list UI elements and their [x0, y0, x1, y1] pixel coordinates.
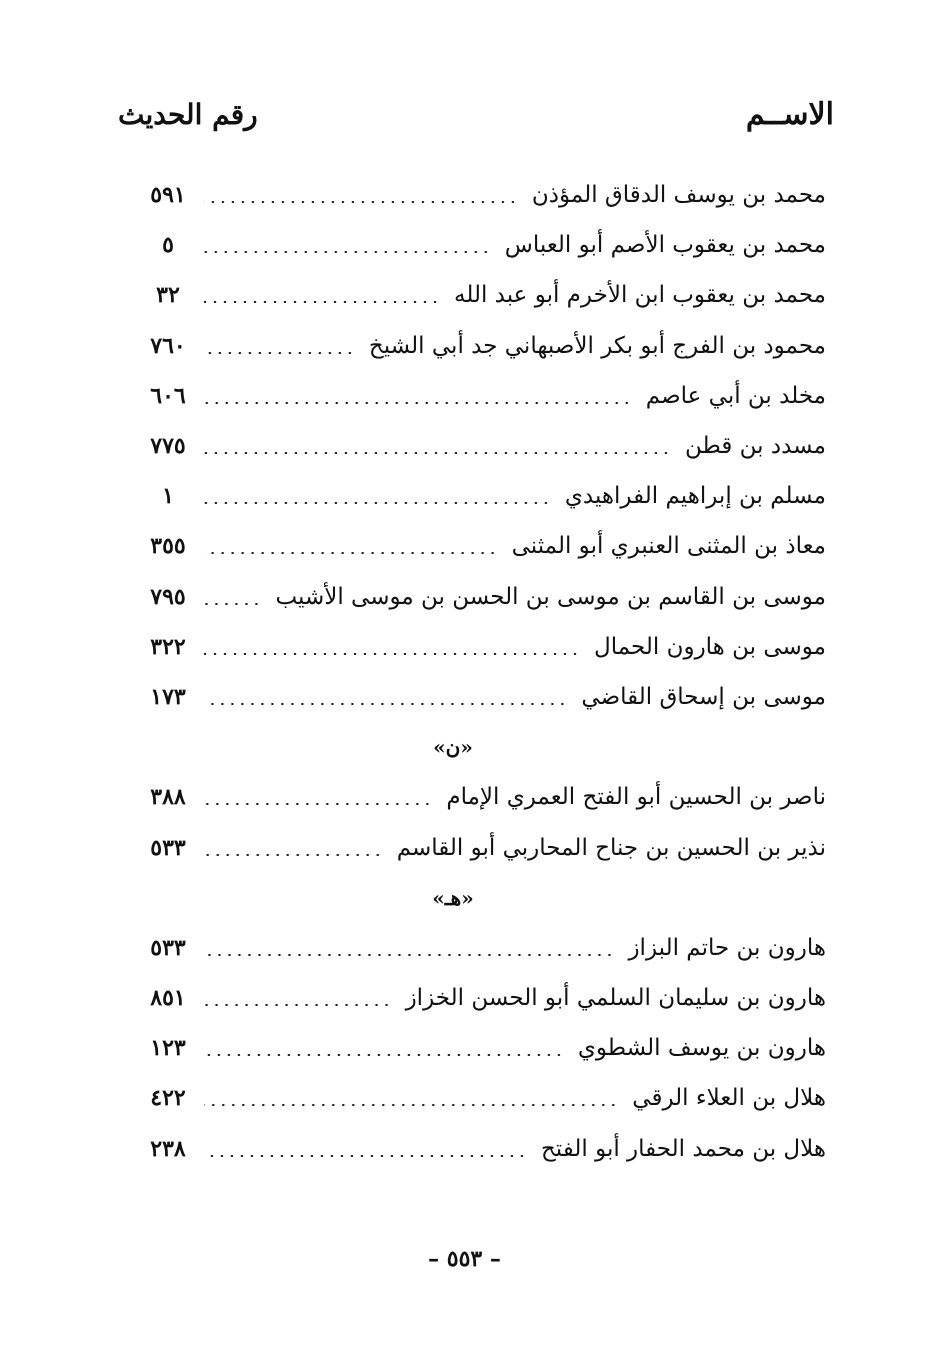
- column-header: [118, 88, 834, 140]
- narrator-name: مسدد بن قطن: [684, 433, 826, 460]
- index-entry-row: [140, 772, 826, 822]
- dot-leader: [204, 603, 261, 605]
- narrator-name: موسى بن إسحاق القاضي: [581, 683, 826, 710]
- narrator-name: مسلم بن إبراهيم الفراهيدي: [564, 483, 826, 510]
- dot-leader: [204, 653, 580, 655]
- hadith-number: ٧٦٠: [150, 332, 186, 359]
- narrator-name: هارون بن حاتم البزاز: [628, 934, 826, 961]
- dot-leader: [204, 502, 551, 504]
- narrator-name: محمد بن يعقوب الأصم أبو العباس: [504, 232, 826, 259]
- hadith-number: ١٧٣: [150, 683, 186, 710]
- index-entry-row: [140, 220, 826, 270]
- index-entry-row: [140, 170, 826, 220]
- dot-leader: [204, 251, 491, 253]
- index-entries: [140, 170, 826, 1174]
- narrator-name: معاذ بن المثنى العنبري أبو المثنى: [511, 533, 826, 560]
- hadith-number: ١: [162, 483, 174, 510]
- section-letter-heading: «ن»: [433, 735, 473, 760]
- dot-leader: [204, 1155, 527, 1157]
- index-entry-row: [140, 521, 826, 571]
- narrator-name: محمود بن الفرج أبو بكر الأصبهاني جد أبي الشيخ: [368, 332, 826, 359]
- index-entry-row: [140, 923, 826, 973]
- dot-leader: [204, 201, 518, 203]
- dot-leader: [204, 1054, 564, 1056]
- dot-leader: [204, 1104, 618, 1106]
- index-entry-row: [140, 1124, 826, 1174]
- dot-leader: [204, 854, 383, 856]
- dot-leader: [204, 452, 671, 454]
- dot-leader: [204, 803, 432, 805]
- hadith-number: ٧٩٥: [150, 583, 186, 610]
- section-letter-heading: «هـ»: [432, 885, 474, 910]
- narrator-name: موسى بن القاسم بن موسى بن الحسن بن موسى الأشيب: [275, 583, 826, 610]
- hadith-number: ٥٣٣: [150, 834, 186, 861]
- narrator-name: هارون بن سليمان السلمي أبو الحسن الخزاز: [405, 985, 826, 1012]
- hadith-number: ٥: [162, 232, 174, 259]
- index-entry-row: [140, 973, 826, 1023]
- dot-leader: [204, 552, 498, 554]
- hadith-number: ٣٥٥: [150, 533, 186, 560]
- narrator-name: محمد بن يوسف الدقاق المؤذن: [531, 182, 826, 209]
- hadith-number: ٦٠٦: [150, 382, 186, 409]
- dot-leader: [204, 301, 440, 303]
- index-entry-row: [140, 471, 826, 521]
- index-entry-row: [140, 1023, 826, 1073]
- hadith-number: ١٢٣: [150, 1035, 186, 1062]
- hadith-number: ٧٧٥: [150, 433, 186, 460]
- narrator-name: هلال بن العلاء الرقي: [632, 1085, 826, 1112]
- hadith-number: ٤٢٢: [150, 1085, 186, 1112]
- hadith-number: ٣٢٢: [150, 633, 186, 660]
- narrator-name: نذير بن الحسين بن جناح المحاربي أبو القاسم: [396, 834, 826, 861]
- hadith-number: ٨٥١: [150, 985, 186, 1012]
- hadith-number: ٢٣٨: [150, 1135, 186, 1162]
- index-entry-row: [140, 421, 826, 471]
- narrator-name: ناصر بن الحسين أبو الفتح العمري الإمام: [446, 784, 826, 811]
- narrator-name: موسى بن هارون الحمال: [594, 633, 826, 660]
- dot-leader: [204, 1004, 392, 1006]
- index-entry-row: [140, 270, 826, 320]
- hadith-number-column-heading: رقم الحديث: [118, 97, 258, 131]
- index-entry-row: [140, 822, 826, 872]
- hadith-number: ٣٢: [156, 282, 180, 309]
- narrator-name: هلال بن محمد الحفار أبو الفتح: [540, 1135, 826, 1162]
- narrator-name: هارون بن يوسف الشطوي: [577, 1035, 826, 1062]
- narrator-name: مخلد بن أبي عاصم: [645, 382, 826, 409]
- index-entry-row: [140, 321, 826, 371]
- dot-leader: [204, 402, 632, 404]
- dot-leader: [204, 703, 567, 705]
- index-entry-row: [140, 572, 826, 622]
- page-number: – ٥٥٣ –: [428, 1246, 501, 1272]
- hadith-number: ٥٩١: [150, 182, 186, 209]
- narrator-name: محمد بن يعقوب ابن الأخرم أبو عبد الله: [454, 282, 826, 309]
- name-column-heading: الاســم: [745, 96, 834, 132]
- hadith-number: ٥٣٣: [150, 934, 186, 961]
- index-entry-row: [140, 672, 826, 722]
- hadith-number: ٣٨٨: [150, 784, 186, 811]
- dot-leader: [204, 352, 355, 354]
- index-entry-row: [140, 622, 826, 672]
- dot-leader: [204, 954, 614, 956]
- index-entry-row: [140, 371, 826, 421]
- index-entry-row: [140, 1073, 826, 1123]
